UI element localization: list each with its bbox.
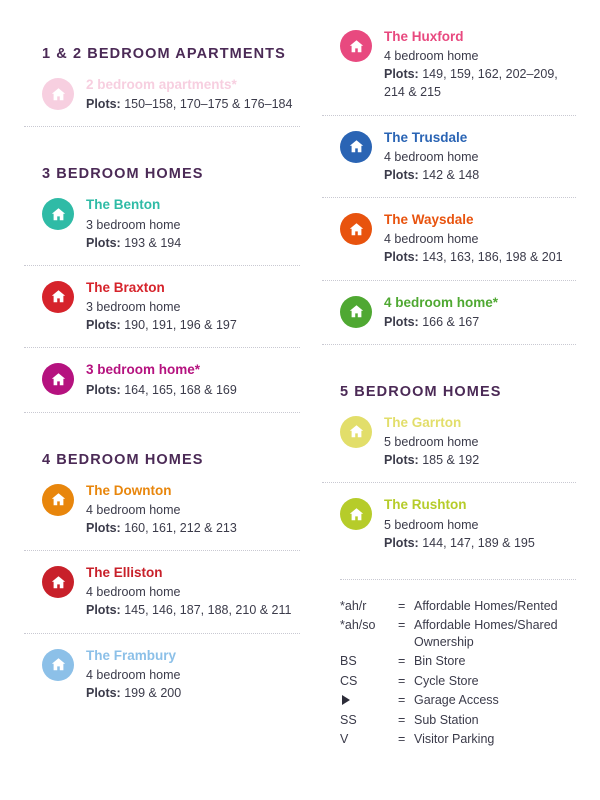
legend-equals: = xyxy=(398,654,406,669)
plots-value: 160, 161, 212 & 213 xyxy=(120,520,237,535)
legend-value: Bin Store xyxy=(414,654,466,669)
house-type-name: The Huxford xyxy=(384,29,464,44)
house-type-entry xyxy=(24,196,300,265)
house-type-entry xyxy=(24,647,300,715)
home-icon xyxy=(42,649,74,681)
home-icon xyxy=(42,281,74,313)
left-column xyxy=(24,28,300,790)
legend-value: Garage Access xyxy=(414,693,499,708)
legend-key: CS xyxy=(340,673,358,688)
plot-numbers xyxy=(384,248,576,266)
legend-value: Sub Station xyxy=(414,712,479,727)
house-type-description: 4 bedroom home xyxy=(384,149,479,164)
house-type-entry xyxy=(24,279,300,348)
section-heading: 5 BEDROOM HOMES xyxy=(340,383,502,400)
plot-numbers xyxy=(384,65,576,101)
house-type-name: The Benton xyxy=(86,197,161,213)
plots-label: Plots: xyxy=(86,97,121,112)
plots-value: 199 & 200 xyxy=(120,685,182,700)
legend-equals: = xyxy=(398,712,406,727)
house-type-description: 4 bedroom home xyxy=(86,585,181,600)
plot-numbers xyxy=(384,534,576,552)
plots-value: 185 & 192 xyxy=(418,453,480,468)
entry-text xyxy=(86,196,300,251)
plot-numbers xyxy=(384,313,576,331)
house-type-name: The Garrton xyxy=(384,414,462,430)
house-type-entry xyxy=(322,294,576,345)
section-spacer xyxy=(24,140,300,166)
legend-row xyxy=(340,598,576,615)
entry-text xyxy=(384,294,576,331)
legend-equals: = xyxy=(398,598,406,613)
plots-label: Plots: xyxy=(86,520,121,535)
plots-label: Plots: xyxy=(86,382,121,397)
house-type-entry xyxy=(322,211,576,280)
legend-equals: = xyxy=(398,693,406,708)
plots-label: Plots: xyxy=(384,314,419,329)
house-type-description: 4 bedroom home xyxy=(86,667,181,682)
house-type-name: 2 bedroom apartments* xyxy=(86,77,237,92)
legend-key: *ah/so xyxy=(340,618,376,633)
legend-row xyxy=(340,673,576,690)
plots-label: Plots: xyxy=(384,167,419,182)
entry-text xyxy=(86,482,300,537)
entry-text xyxy=(384,28,576,102)
house-type-name: The Downton xyxy=(86,482,172,498)
entry-text xyxy=(86,564,300,619)
plot-numbers xyxy=(86,601,300,619)
house-type-name: The Trusdale xyxy=(384,129,468,145)
legend-row xyxy=(340,731,576,748)
house-type-entry xyxy=(322,496,576,564)
plots-value: 144, 147, 189 & 195 xyxy=(418,535,535,550)
plots-label: Plots: xyxy=(384,453,419,468)
home-icon xyxy=(42,566,74,598)
plot-numbers xyxy=(86,684,300,702)
plots-value: 149, 159, 162, 202–209, 214 & 215 xyxy=(384,67,558,100)
home-icon xyxy=(340,30,372,62)
legend xyxy=(340,579,576,748)
legend-equals: = xyxy=(398,673,406,688)
plots-value: 164, 165, 168 & 169 xyxy=(120,382,237,397)
house-type-name: The Rushton xyxy=(384,497,467,513)
legend-key: *ah/r xyxy=(340,598,367,613)
entry-text xyxy=(384,496,576,551)
legend-value: Affordable Homes/Shared Ownership xyxy=(414,618,558,649)
entry-text xyxy=(86,647,300,702)
home-icon xyxy=(42,198,74,230)
entry-text xyxy=(86,361,300,398)
section-heading: 1 & 2 BEDROOM APARTMENTS xyxy=(42,46,286,62)
house-type-description: 3 bedroom home xyxy=(86,300,181,315)
entry-text xyxy=(86,279,300,334)
plots-label: Plots: xyxy=(86,603,121,618)
plot-numbers xyxy=(384,166,576,184)
section-heading: 3 BEDROOM HOMES xyxy=(42,166,204,183)
house-type-entry xyxy=(24,564,300,633)
plot-numbers xyxy=(86,95,300,113)
house-type-name: 4 bedroom home* xyxy=(384,294,499,310)
section-spacer xyxy=(322,358,576,384)
home-icon xyxy=(42,78,74,110)
plots-value: 150–158, 170–175 & 176–184 xyxy=(120,97,293,112)
plots-value: 166 & 167 xyxy=(418,314,480,329)
house-type-name: The Braxton xyxy=(86,279,165,295)
legend-value: Visitor Parking xyxy=(414,732,495,747)
plots-label: Plots: xyxy=(86,318,121,333)
legend-key: V xyxy=(340,732,349,747)
plots-value: 193 & 194 xyxy=(120,235,182,250)
legend-key: SS xyxy=(340,712,357,727)
house-type-name: The Elliston xyxy=(86,565,163,581)
legend-value: Affordable Homes/Rented xyxy=(414,598,558,613)
section-heading: 4 BEDROOM HOMES xyxy=(42,451,204,468)
plots-value: 143, 163, 186, 198 & 201 xyxy=(418,250,563,265)
plots-value: 142 & 148 xyxy=(418,167,480,182)
house-type-description: 4 bedroom home xyxy=(384,232,479,247)
legend-row xyxy=(340,712,576,729)
house-type-entry xyxy=(24,76,300,127)
plots-value: 190, 191, 196 & 197 xyxy=(120,318,237,333)
plots-label: Plots: xyxy=(86,685,121,700)
home-icon xyxy=(42,363,74,395)
plot-numbers xyxy=(86,519,300,537)
house-type-description: 5 bedroom home xyxy=(384,517,479,532)
legend-equals: = xyxy=(398,618,406,633)
house-type-entry xyxy=(322,414,576,483)
legend-key xyxy=(340,692,398,709)
house-type-name: The Frambury xyxy=(86,647,177,663)
house-type-description: 4 bedroom home xyxy=(86,502,181,517)
house-type-entry xyxy=(322,28,576,116)
house-type-name: 3 bedroom home* xyxy=(86,362,201,378)
home-icon xyxy=(340,498,372,530)
home-icon xyxy=(340,213,372,245)
house-type-entry xyxy=(322,129,576,198)
plot-numbers xyxy=(384,451,576,469)
plots-label: Plots: xyxy=(384,535,419,550)
entry-text xyxy=(86,76,300,113)
house-type-name: The Waysdale xyxy=(384,212,474,228)
plots-label: Plots: xyxy=(86,235,121,250)
plots-value: 145, 146, 187, 188, 210 & 211 xyxy=(120,603,292,618)
plot-numbers xyxy=(86,316,300,334)
home-icon xyxy=(340,416,372,448)
section-spacer xyxy=(24,426,300,452)
house-type-description: 4 bedroom home xyxy=(384,49,479,64)
house-type-entry xyxy=(24,482,300,551)
house-type-entry xyxy=(24,361,300,412)
home-icon xyxy=(340,296,372,328)
legend-row xyxy=(340,692,576,709)
legend-equals: = xyxy=(398,732,406,747)
plots-label: Plots: xyxy=(384,250,419,265)
entry-text xyxy=(384,129,576,184)
home-icon xyxy=(340,131,372,163)
triangle-right-icon xyxy=(342,695,350,705)
plot-numbers xyxy=(86,381,300,399)
legend-row xyxy=(340,653,576,670)
entry-text xyxy=(384,414,576,469)
legend-value: Cycle Store xyxy=(414,673,479,688)
legend-key: BS xyxy=(340,654,357,669)
home-icon xyxy=(42,484,74,516)
house-type-description: 5 bedroom home xyxy=(384,435,479,450)
plot-numbers xyxy=(86,234,300,252)
legend-row xyxy=(340,617,576,650)
entry-text xyxy=(384,211,576,266)
house-type-description: 3 bedroom home xyxy=(86,217,181,232)
right-column xyxy=(300,28,576,790)
plots-label: Plots: xyxy=(384,67,419,82)
